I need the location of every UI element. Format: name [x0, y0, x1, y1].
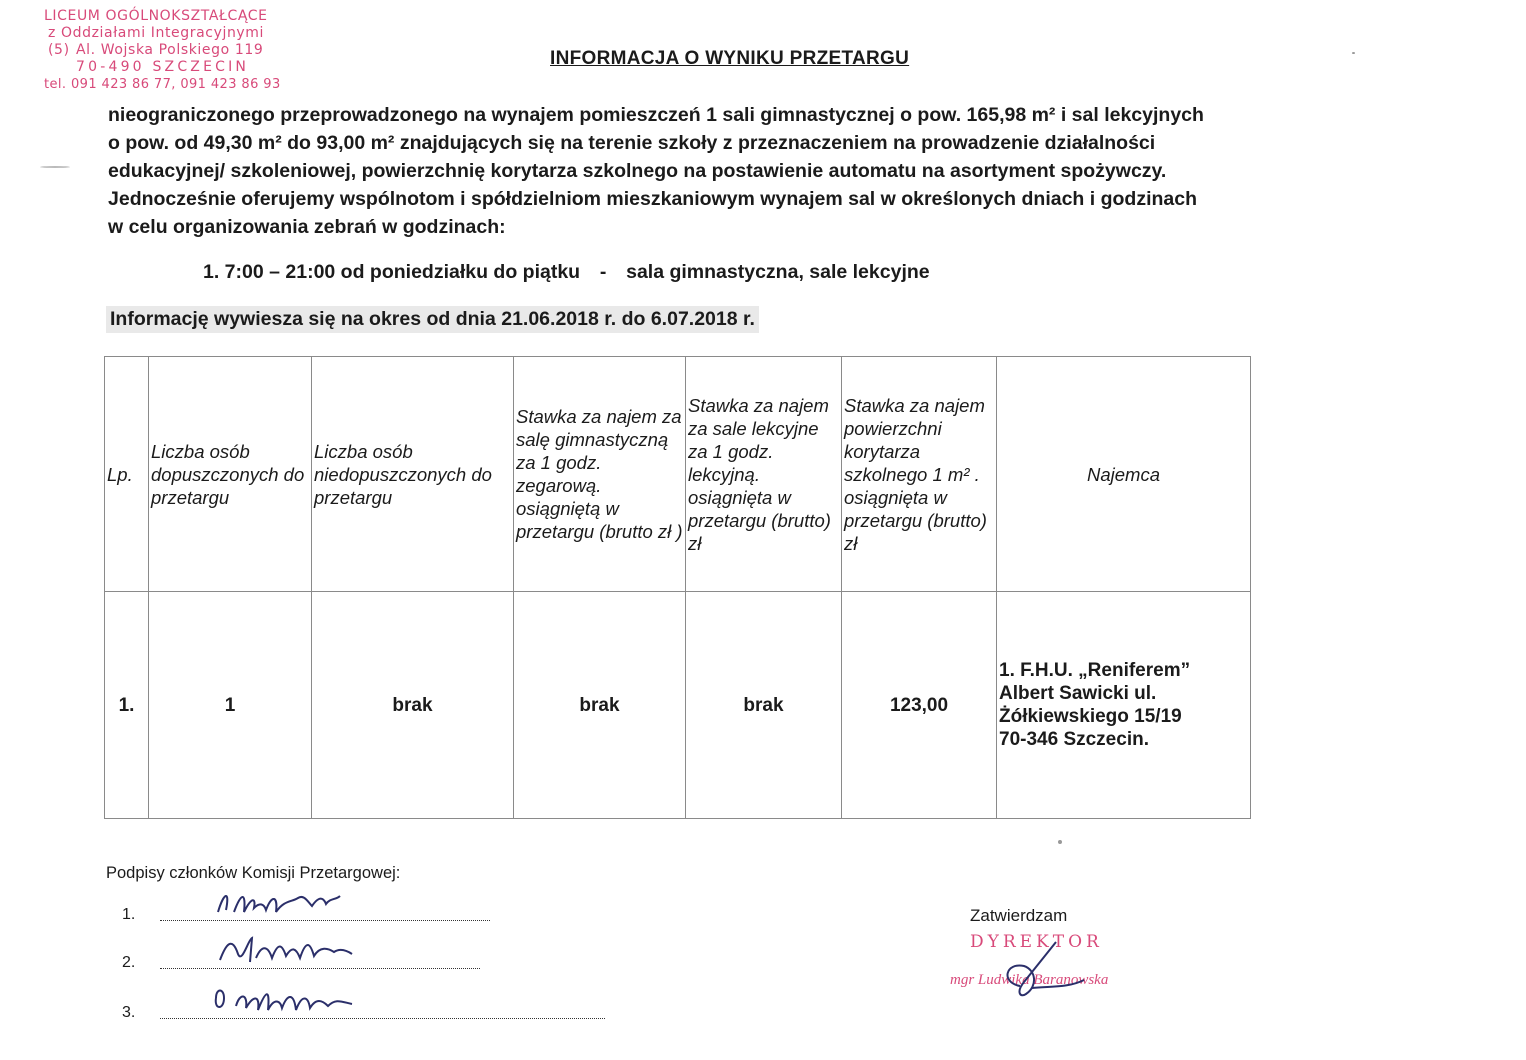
intro-line: Jednocześnie oferujemy wspólnotom i spółdzielniom mieszkaniowym wynajem sal w określonych dniach i godzinach [108, 188, 1198, 210]
header-tenant: Najemca [997, 357, 1251, 592]
header-classroom-rate: Stawka za najem za sale lekcyjne za 1 godz. lekcyjną. osiągnięta w przetargu (brutto) zł [686, 357, 842, 592]
cell-corridor-rate: 123,00 [842, 592, 997, 819]
school-stamp [44, 8, 314, 93]
hours-place: sala gimnastyczna, sale lekcyjne [626, 261, 930, 283]
cell-gym-rate: brak [514, 592, 686, 819]
signatures-title: Podpisy członków Komisji Przetargowej: [106, 864, 401, 882]
cell-tenant [997, 592, 1251, 819]
intro-line: nieograniczonego przeprowadzonego na wynajem pomieszczeń 1 sali gimnastycznej o pow. 165,98 m² i sal lekcyjnych [108, 104, 1204, 126]
header-lp: Lp. [105, 357, 149, 592]
header-admitted: Liczba osób dopuszczonych do przetargu [149, 357, 312, 592]
hours-item [203, 261, 930, 284]
director-stamp-title: DYREKTOR [970, 932, 1103, 952]
signature-number: 3. [122, 1004, 136, 1021]
stamp-number: (5) [48, 42, 70, 58]
approval-label: Zatwierdzam [970, 906, 1068, 925]
stamp-line: LICEUM OGÓLNOKSZTAŁCĄCE [44, 8, 268, 24]
document-heading: INFORMACJA O WYNIKU PRZETARGU [550, 48, 910, 69]
results-table [104, 356, 1251, 819]
tenant-line: Albert Sawicki ul. [999, 683, 1157, 704]
stamp-line [44, 42, 314, 59]
intro-line: edukacyjnej/ szkoleniowej, powierzchnię korytarza szkolnego na postawienie automatu na asortyment spożywczy. [108, 160, 1167, 182]
approval-section [950, 906, 1170, 989]
hours-separator: - [599, 261, 607, 283]
table-header-row [105, 357, 1251, 592]
signature-row [122, 906, 135, 924]
header-gym-rate: Stawka za najem za salę gimnastyczną za 1 godz. zegarową. osiągniętą w przetargu (brutto zł ) [514, 357, 686, 592]
scan-speck [1352, 52, 1355, 54]
scan-speck [1058, 840, 1062, 844]
intro-line: w celu organizowania zebrań w godzinach: [108, 216, 506, 238]
stamp-line: tel. 091 423 86 77, 091 423 86 93 [44, 77, 281, 92]
handwritten-signature-icon [212, 930, 392, 970]
signature-number: 1. [122, 906, 136, 923]
stamp-line: 70-490 SZCZECIN [76, 59, 250, 75]
signature-row [122, 954, 135, 972]
tenant-line: 70-346 Szczecin. [999, 729, 1149, 750]
intro-line: o pow. od 49,30 m² do 93,00 m² znajdujących się na terenie szkoły z przeznaczeniem na prowadzenie działalności [108, 132, 1156, 154]
signature-row [122, 1004, 135, 1022]
stamp-address: Al. Wojska Polskiego 119 [76, 42, 264, 58]
header-corridor-rate: Stawka za najem powierzchni korytarza szkolnego 1 m² . osiągnięta w przetargu (brutto) zł [842, 357, 997, 592]
handwritten-signature-icon [212, 980, 412, 1020]
cell-classroom-rate: brak [686, 592, 842, 819]
stamp-line: z Oddziałami Integracyjnymi [48, 25, 265, 41]
director-signature-icon [980, 936, 1090, 1006]
intro-paragraph [108, 101, 1368, 241]
tenant-line: Żółkiewskiego 15/19 [999, 706, 1182, 727]
posting-period: Informację wywiesza się na okres od dnia 21.06.2018 r. do 6.07.2018 r. [106, 306, 759, 333]
director-stamp-name: mgr Ludwika Baranowska [950, 972, 1109, 988]
table-row [105, 592, 1251, 819]
hours-time: 1. 7:00 – 21:00 od poniedziałku do piątku [203, 261, 581, 283]
cell-not-admitted: brak [312, 592, 514, 819]
tenant-line: 1. F.H.U. „Reniferem” [999, 660, 1191, 681]
scan-speck [40, 166, 70, 168]
signatures-section [106, 864, 626, 1021]
signature-number: 2. [122, 954, 136, 971]
handwritten-signature-icon [212, 882, 382, 922]
header-not-admitted: Liczba osób niedopuszczonych do przetargu [312, 357, 514, 592]
cell-admitted: 1 [149, 592, 312, 819]
cell-lp: 1. [105, 592, 149, 819]
